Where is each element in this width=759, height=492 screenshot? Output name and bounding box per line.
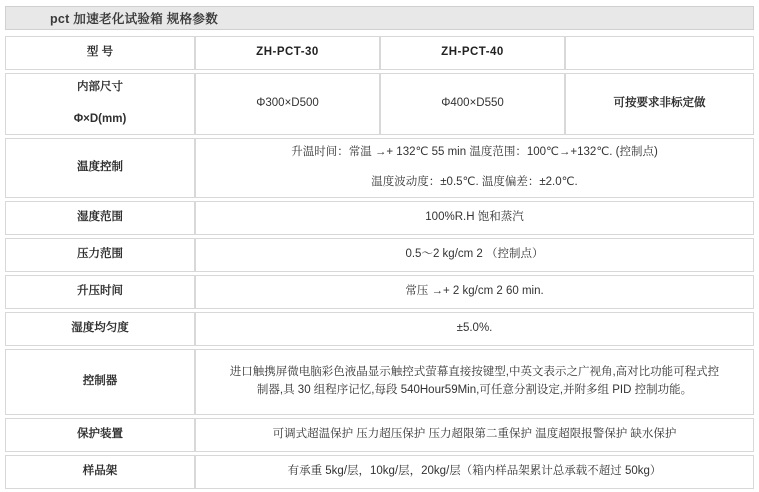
page-title-bar	[5, 6, 754, 30]
controller-value	[195, 349, 754, 415]
table-row	[5, 201, 754, 235]
table-row	[5, 73, 754, 135]
page-title: pct 加速老化试验箱 规格参数	[50, 12, 218, 26]
model-value-empty	[565, 36, 754, 70]
table-row	[5, 36, 754, 70]
row-label-sample-rack: 样品架	[5, 455, 195, 489]
row-label-model: 型 号	[5, 36, 195, 70]
row-label-pressurize-time: 升压时间	[5, 275, 195, 309]
sample-rack-value: 有承重 5kg/层，10kg/层，20kg/层（箱内样品架累计总承载不超过 50kg）	[195, 455, 754, 489]
inner-dimension-value-40: Φ400×D550	[380, 73, 565, 135]
table-row	[5, 138, 754, 198]
row-label-inner-dimension	[5, 73, 195, 135]
temperature-control-line2: 温度波动度：±0.5℃. 温度偏差：±2.0℃.	[371, 176, 578, 188]
model-value-30: ZH-PCT-30	[195, 36, 380, 70]
row-label-humidity-uniformity: 湿度均匀度	[5, 312, 195, 346]
inner-dimension-label-line2: Φ×D(mm)	[73, 113, 127, 125]
inner-dimension-label-line1: 内部尺寸	[77, 81, 123, 94]
table-row	[5, 455, 754, 489]
table-row	[5, 238, 754, 272]
controller-line1: 进口触携屏微电脑彩色液晶显示触控式萤幕直接按键型,中英文表示之广视角,高对比功能可程式控制器,具 30 组程序记忆,每段	[229, 366, 720, 396]
row-label-humidity-range: 湿度范围	[5, 201, 195, 235]
temperature-control-line1: 升温时间：常温 →+ 132℃ 55 min 温度范围：100℃→+132℃. (控制点)	[291, 146, 658, 159]
controller-line2: 540Hour59Min,可任意分割设定,并附多组 PID 控制功能。	[400, 384, 693, 396]
pressurize-time-value: 常压 →+ 2 kg/cm 2 60 min.	[195, 275, 754, 309]
custom-order-note: 可按要求非标定做	[565, 73, 754, 135]
row-label-controller: 控制器	[5, 349, 195, 415]
inner-dimension-value-30: Φ300×D500	[195, 73, 380, 135]
specification-table	[5, 33, 754, 492]
humidity-uniformity-value: ±5.0%.	[195, 312, 754, 346]
row-label-pressure-range: 压力范围	[5, 238, 195, 272]
row-label-protection-device: 保护装置	[5, 418, 195, 452]
row-label-temperature-control: 温度控制	[5, 138, 195, 198]
protection-device-value: 可调式超温保护 压力超压保护 压力超限第二重保护 温度超限报警保护 缺水保护	[195, 418, 754, 452]
pressure-range-value: 0.5～2 kg/cm 2 （控制点）	[195, 238, 754, 272]
model-value-40: ZH-PCT-40	[380, 36, 565, 70]
table-row	[5, 312, 754, 346]
humidity-range-value: 100%R.H 饱和蒸汽	[195, 201, 754, 235]
temperature-control-value	[195, 138, 754, 198]
table-row	[5, 418, 754, 452]
table-row	[5, 349, 754, 415]
table-row	[5, 275, 754, 309]
